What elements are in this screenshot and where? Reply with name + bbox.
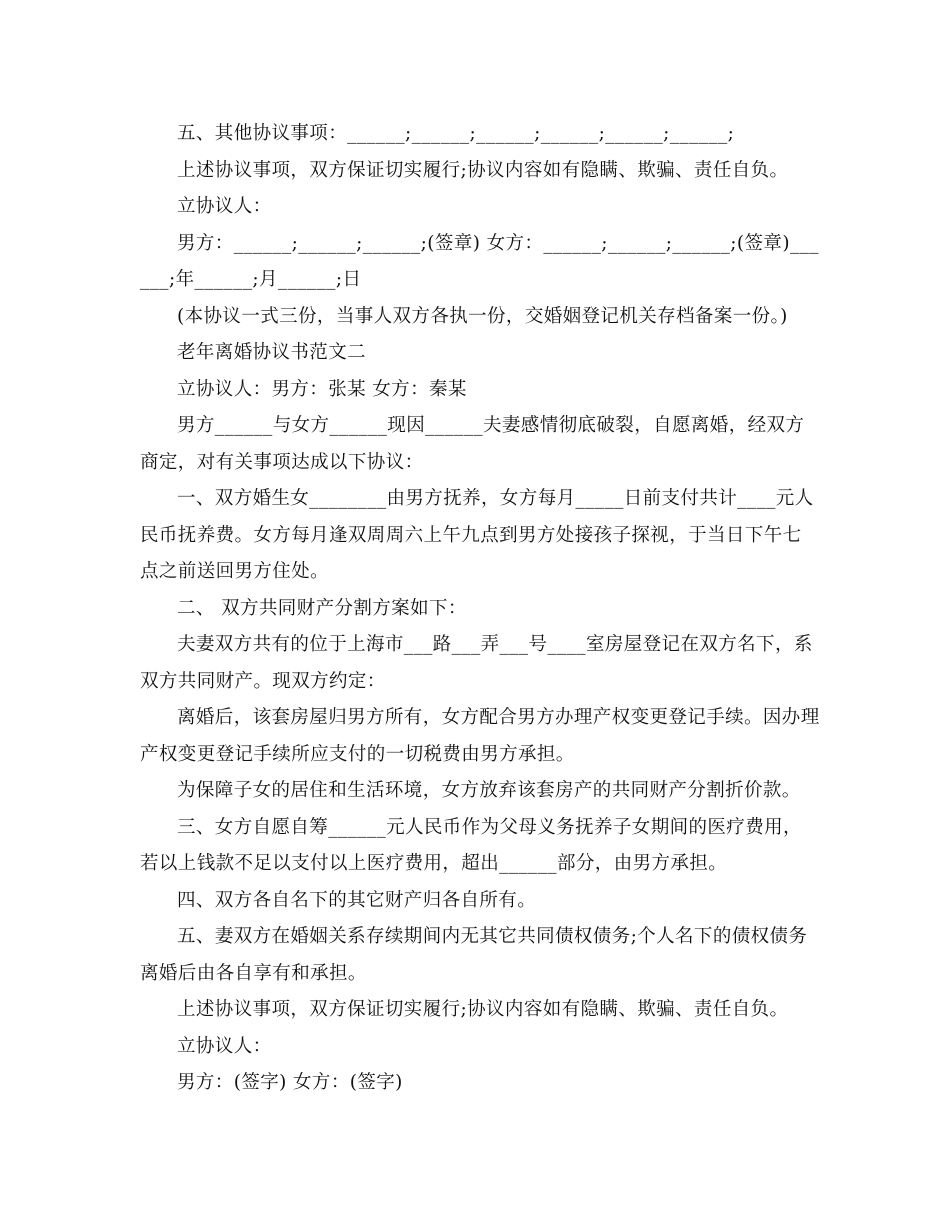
clause-child-custody: 一、双方婚生女________由男方抚养，女方每月_____日前支付共计____元人民币抚养费。女方每月逢双周周六上午九点到男方处接孩子探视，于当日下午七点之前送回男方住处。 [140, 488, 814, 582]
section-heading-sample-two: 老年离婚协议书范文二 [177, 342, 367, 363]
signature-line: 男方：______;______;______;(签章) 女方：______;______;______;(签章)______;年______;月______;日 [140, 232, 819, 290]
signatories-label-2: 立协议人： [177, 1035, 272, 1057]
guarantee-statement-2: 上述协议事项，双方保证切实履行;协议内容如有隐瞒、欺骗、责任自负。 [177, 999, 789, 1020]
clause-debts: 五、妻双方在婚姻关系存续期间内无其它共同债权债务;个人名下的债权债务离婚后由各自享有和承担。 [140, 926, 808, 984]
signature-line-2: 男方：(签字) 女方：(签字) [177, 1072, 403, 1093]
copies-note: (本协议一式三份，当事人双方各执一份，交婚姻登记机关存档备案一份。) [177, 305, 788, 327]
property-after-divorce: 离婚后，该套房屋归男方所有，女方配合男方办理产权变更登记手续。因办理产权变更登记手续所应支付的一切税费由男方承担。 [140, 707, 820, 765]
signatories-label: 立协议人： [177, 196, 272, 217]
property-waiver: 为保障子女的居住和生活环境，女方放弃该套房产的共同财产分割折价款。 [177, 780, 801, 801]
guarantee-statement: 上述协议事项，双方保证切实履行;协议内容如有隐瞒、欺骗、责任自负。 [177, 159, 789, 181]
clause-property-division: 二、 双方共同财产分割方案如下： [177, 597, 467, 619]
clause-other-items: 五、其他协议事项：______;______;______;______;______;______; [177, 123, 735, 144]
clause-separate-property: 四、双方各自名下的其它财产归各自所有。 [177, 889, 537, 911]
property-description: 夫妻双方共有的位于上海市___路___弄___号____室房屋登记在双方名下，系双方共同财产。现双方约定： [140, 634, 813, 692]
preamble: 男方______与女方______现因______夫妻感情彻底破裂，自愿离婚，经双方商定，对有关事项达成以下协议： [140, 415, 805, 473]
document-body [140, 116, 820, 1102]
clause-medical-expenses: 三、女方自愿自筹______元人民币作为父母义务抚养子女期间的医疗费用，若以上钱款不足以支付以上医疗费用，超出______部分，由男方承担。 [140, 816, 802, 874]
parties-line: 立协议人：男方：张某 女方：秦某 [177, 378, 467, 400]
